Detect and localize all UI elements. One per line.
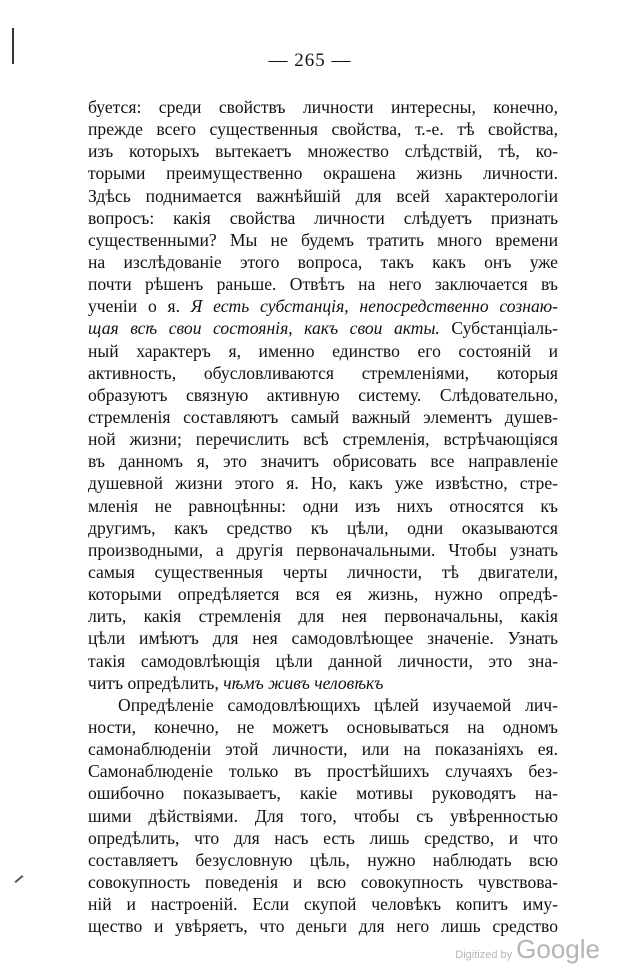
text-line: изъ которыхъ вытекаетъ множество слѣдствій, тѣ, ко- [88,141,558,162]
text-line: такія самодовлѣющія цѣли данной личности, это зна- [88,650,558,671]
text-line: совокупность поведенія и всю совокупность чувствова- [88,871,558,892]
italic-phrase: щая всѣ свои состоянія, какъ свои акты. [88,318,440,339]
margin-tick [15,875,24,883]
text-line: Самонаблюденіе только въ простѣйшихъ случаяхъ без- [88,761,558,782]
text-line: лить, какія стремленія для нея первоначальны, какія [88,606,558,627]
text-line: производными, а другія первоначальными. Чтобы узнать [88,539,558,560]
text-line: буется: среди свойствъ личности интересны, конечно, [88,97,558,117]
text-line: другимъ, какъ средство къ цѣли, одни оказываются [88,517,558,538]
text-line: стремленія составляютъ самый важный элементъ душев- [88,406,558,427]
text-line: мленія не равноцѣнны: одни изъ нихъ относятся къ [88,495,558,516]
italic-phrase: Я есть субстанція, непосредственно сознаю- [190,296,558,317]
text-line: самыя существенныя черты личности, тѣ двигатели, [88,561,558,582]
text-line: въ данномъ я, это значитъ обрисовать все направленіе [88,451,558,472]
text-line: составляетъ безусловную цѣль, нужно наблюдать всю [88,849,558,870]
text-line: шими дѣйствіями. Для того, чтобы съ увѣренностью [88,805,558,826]
text-segment: Субстанціаль- [439,318,558,339]
text-line: самонаблюденіи этой личности, или на показаніяхъ ея. [88,739,558,760]
text-line: душевной жизни этого я. Но, какъ уже извѣстно, стре- [88,473,558,494]
text-line: опредѣлить, что для насъ есть лишь средство, и что [88,827,558,848]
watermark-prefix: Digitized by [455,949,513,961]
italic-phrase: чѣмъ живъ человѣкъ [223,672,384,693]
watermark-brand: Google [516,934,600,964]
text-segment: ученіи о я. [88,296,191,317]
text-line: щество и увѣряетъ, что деньги для него лишь средство [88,916,558,937]
body-text [88,96,558,937]
text-line: ный характеръ я, именно единство его состояній и [88,340,558,361]
text-line: ности, конечно, не можетъ основываться на одномъ [88,716,558,737]
text-line: ній и настроеній. Если скупой человѣкъ копитъ иму- [88,894,558,915]
text-line: образуютъ связную активную систему. Слѣдовательно, [88,384,558,405]
text-line: Опредѣленіе самодовлѣющихъ цѣлей изучаемой лич- [118,694,558,715]
text-line: существенными? Мы не будемъ тратить много времени [88,229,558,250]
text-line: прежде всего существенныя свойства, т.-е. тѣ свойства, [88,119,558,140]
text-line: ошибочно показываетъ, какіе мотивы руководятъ на- [88,783,558,804]
text-segment: читъ опредѣлить, [88,672,224,693]
text-line: цѣли имѣютъ для нея самодовлѣющее значеніе. Узнать [88,628,558,649]
google-watermark [455,934,600,965]
text-line: Здѣсь поднимается важнѣйшій для всей характерологіи [88,185,558,206]
text-line [88,295,558,317]
page-number: — 265 — [268,50,352,71]
text-line: торыми преимущественно окрашена жизнь личности. [88,163,558,184]
text-line: активность, обусловливаются стремленіями, которыя [88,362,558,383]
text-line: вопросъ: какія свойства личности слѣдуетъ признать [88,207,558,228]
text-line: ной жизни; перечислить всѣ стремленія, встрѣчающіяся [88,429,558,450]
text-line: которыми опредѣляется вся ея жизнь, нужно опредѣ- [88,584,558,605]
text-line [88,672,558,694]
text-line: почти рѣшенъ раньше. Отвѣтъ на него заключается въ [88,274,558,295]
text-line: на изслѣдованіе этого вопроса, такъ какъ онъ уже [88,251,558,272]
text-line [88,317,558,339]
